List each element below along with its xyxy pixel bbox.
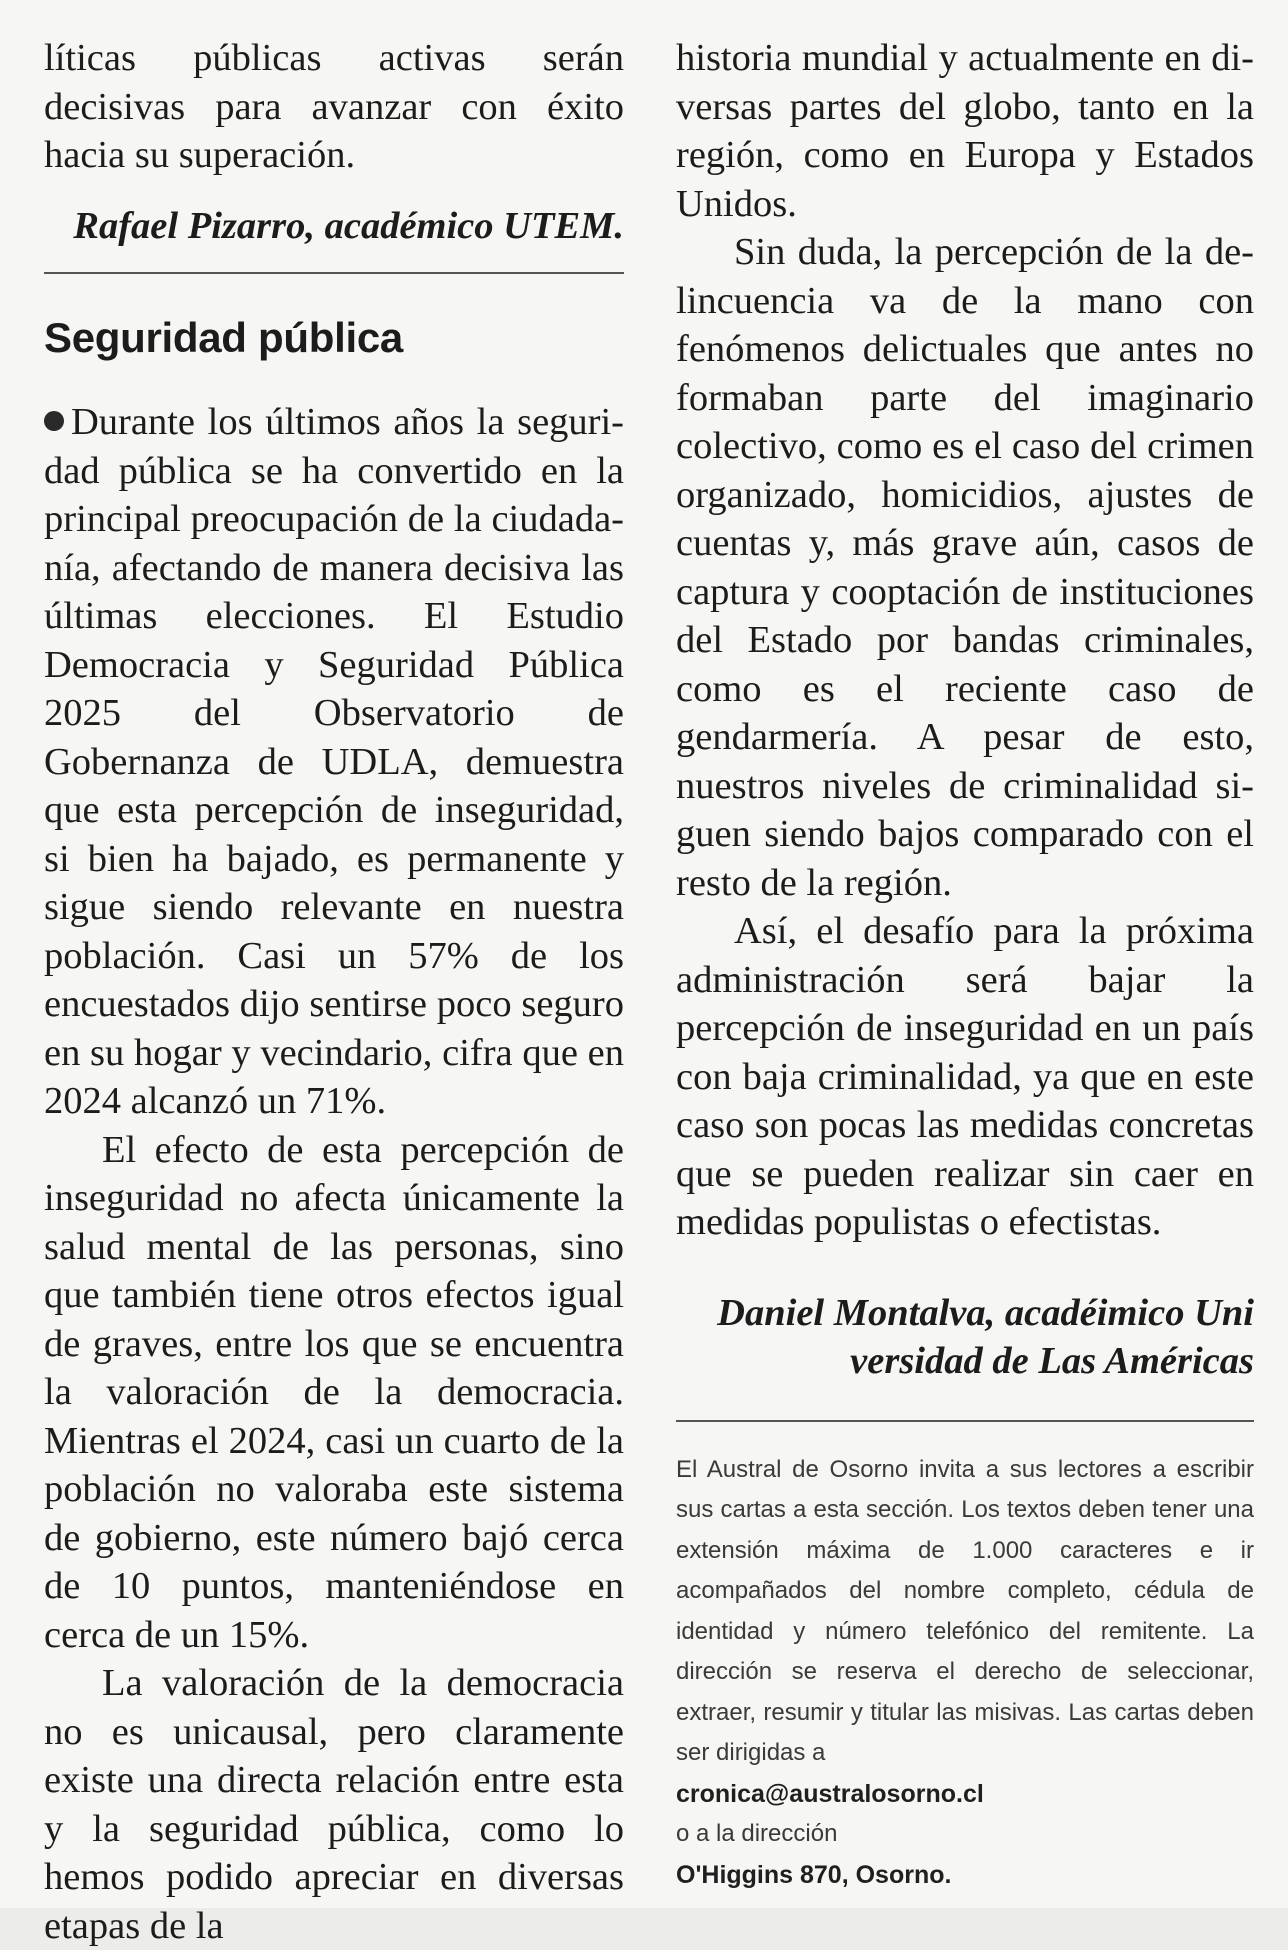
article-paragraph-4: historia mundial y actualmente en diversas partes del globo, tanto en la región, como en Europa y Estados Unidos. <box>676 37 1254 225</box>
notice-text: El Austral de Osorno invita a sus lectores a escribir sus cartas a esta sección. Los textos deben tener una extensión máxima de 1.000 caracteres e ir acompañados del nombre completo, cédula de identidad y número telefónico del remitente. La dirección se reserva el derecho de seleccionar, extraer, resumir y titular las misivas. Las cartas deben ser dirigidas a <box>676 1455 1254 1766</box>
right-column <box>676 34 1254 1895</box>
section-divider <box>44 272 624 274</box>
article-signature-line-2: versidad de Las Américas <box>850 1340 1254 1382</box>
intro-signature: Rafael Pizarro, académico UTEM. <box>73 204 624 247</box>
article-paragraph-2: El efecto de esta percepción de inseguridad no afecta únicamente la salud mental de las personas, sino que también tiene otros efectos igual de graves, entre los que se encuentra la valoración de la democracia. Mientras el 2024, casi un cuarto de la población no valoraba este sistema de gobierno, este número bajó cerca de 10 puntos, manteniéndose en cerca de un 15%. <box>44 1128 624 1656</box>
letters-notice <box>676 1450 1254 1896</box>
section-title: Seguridad pública <box>44 314 403 361</box>
article-paragraph-1 <box>44 398 624 1126</box>
notice-address: O'Higgins 870, Osorno. <box>676 1860 952 1889</box>
article-paragraph-1-text: Durante los últimos años la seguridad pública se ha convertido en la principal preocupación de la ciudadanía, afectando de manera decisiva las últimas elecciones. El Estudio Democracia y Seguridad Pública 2025 del Observatorio de Gobernanza de UDLA, demuestra que esta percepción de inseguridad, si bien ha bajado, es permanente y sigue siendo relevante en nuestra población. Casi un 57% de los encuestados dijo sentirse poco seguro en su hogar y vecindario, cifra que en 2024 alcanzó un 71%. <box>44 401 624 1122</box>
intro-tail-paragraph: líticas públicas activas serán decisivas para avanzar con éxito hacia su superación. <box>44 37 624 176</box>
article-signature-line-1: Daniel Montalva, acadéimico Uni <box>717 1291 1254 1334</box>
notice-address-intro: o a la dirección <box>676 1820 838 1847</box>
bullet-icon <box>44 411 64 431</box>
notice-divider <box>676 1420 1254 1422</box>
left-column <box>44 34 624 1950</box>
article-paragraph-5: Sin duda, la percepción de la delincuencia va de la mano con fenómenos delictuales que antes no formaban parte del imaginario colectivo, como es el caso del crimen organizado, homicidios, ajustes de cuentas y, más grave aún, casos de captura y cooptación de instituciones del Estado por bandas criminales, como es el reciente caso de gendarmería. A pesar de esto, nuestros niveles de criminalidad siguen siendo bajos comparado con el resto de la región. <box>676 231 1254 904</box>
article-signature <box>676 1289 1254 1386</box>
article-paragraph-6: Así, el desafío para la próxima administración será bajar la percepción de inseguridad en un país con baja criminalidad, ya que en este caso son pocas las medidas concretas que se pueden realizar sin caer en medidas populistas o efectistas. <box>676 910 1254 1243</box>
notice-email[interactable]: cronica@australosorno.cl <box>676 1779 984 1808</box>
article-paragraph-3: La valoración de la democracia no es unicausal, pero claramente existe una directa relación entre esta y la seguridad pública, como lo hemos podido apreciar en diversas etapas de la <box>44 1662 624 1947</box>
